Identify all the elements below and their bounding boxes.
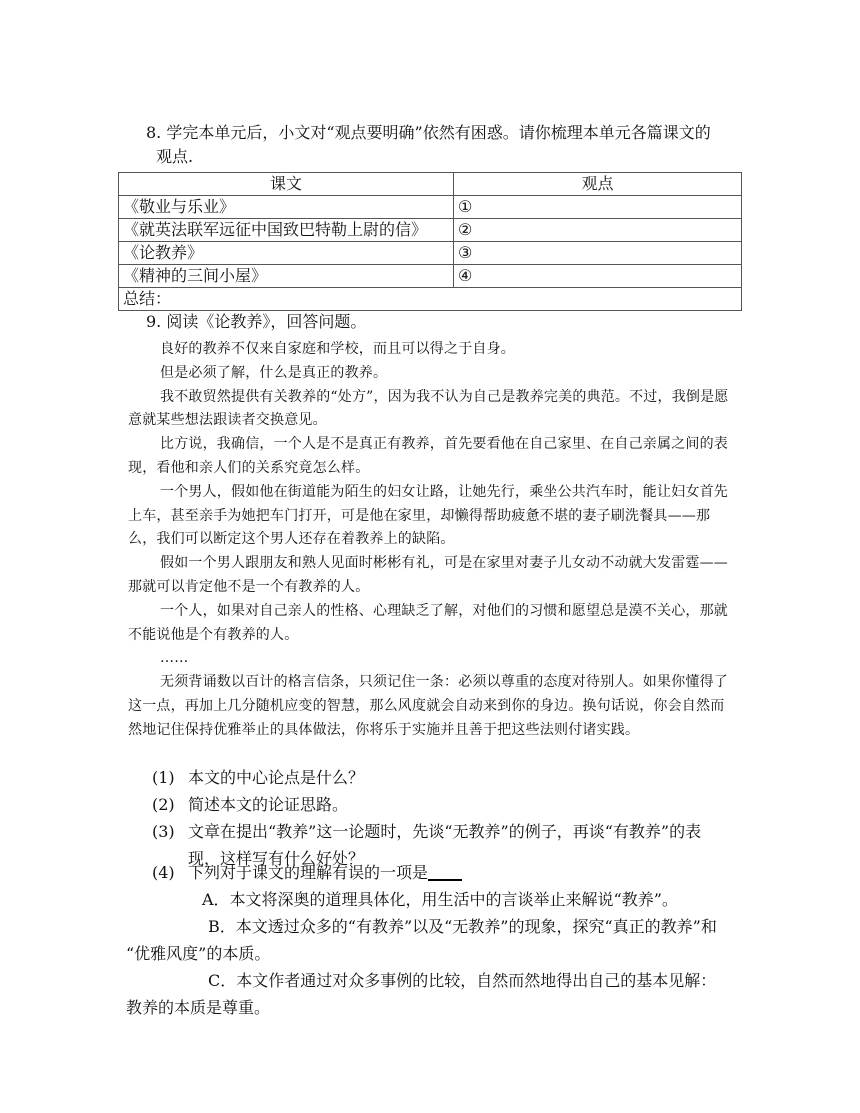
question-8-line2: 观点. [156, 147, 194, 166]
passage-ellipsis: …… [160, 650, 189, 667]
table-header-row [119, 173, 742, 196]
passage-paragraph: 假如一个男人跟朋友和熟人见面时彬彬有礼，可是在家里对妻子儿女动不动就大发雷霆——那就可以肯定他不是一个有教养的人。 [128, 555, 728, 595]
table-row [119, 242, 742, 265]
row-text: 《就英法联军远征中国致巴特勒上尉的信》 [119, 219, 454, 242]
row-marker: ② [454, 219, 742, 242]
option-a-text: A．本文将深奥的道理具体化，用生活中的言谈举止来解说“教养”。 [202, 890, 678, 909]
passage-paragraph: 但是必须了解，什么是真正的教养。 [160, 364, 388, 381]
sub-question-2 [152, 791, 742, 818]
passage-paragraph: 一个男人，假如他在街道能为陌生的妇女让路，让她先行，乘坐公共汽车时，能让妇女首先上车，甚至亲手为她把车门打开，可是他在家里，却懒得帮助疲惫不堪的妻子刷洗餐具——那么，我们可以断定这个男人还存在着教养上的缺陷。 [128, 483, 728, 548]
reading-passage [128, 338, 732, 743]
sub-question-number: (2) [152, 795, 175, 814]
option-b-line2: “优雅风度”的本质。 [126, 944, 271, 963]
sub-question-1 [152, 764, 742, 791]
answer-blank[interactable] [428, 861, 462, 881]
question-9-title: 9. 阅读《论教养》，回答问题。 [146, 312, 367, 331]
row-marker: ① [454, 196, 742, 219]
sub-question-text: 文章在提出“教养”这一论题时，先谈“无教养”的例子，再谈“有教养”的表 [188, 822, 702, 841]
passage-paragraph: 一个人，如果对自己亲人的性格、心理缺乏了解，对他们的习惯和愿望总是漠不关心，那就不能说他是个有教养的人。 [128, 602, 728, 643]
sub-question-number: (4) [152, 863, 175, 882]
summary-row [119, 288, 742, 311]
passage-paragraph: 我不敢贸然提供有关教养的“处方”，因为我不认为自己是教养完美的典范。不过，我倒是愿意就某些想法跟读者交换意见。 [128, 388, 729, 429]
question-8 [146, 121, 746, 169]
question-8-line1: 8. 学完本单元后，小文对“观点要明确”依然有困惑。请你梳理本单元各篇课文的 [146, 123, 711, 142]
passage-paragraph: 良好的教养不仅来自家庭和学校，而且可以得之于自身。 [160, 341, 515, 357]
row-text: 《敬业与乐业》 [119, 196, 454, 219]
sub-question-number: (1) [152, 768, 175, 787]
option-b-line1: B．本文透过众多的“有教养”以及“无教养”的现象，探究“真正的教养”和 [208, 917, 717, 936]
summary-label: 总结： [119, 288, 742, 311]
header-viewpoint: 观点 [454, 173, 742, 196]
row-marker: ③ [454, 242, 742, 265]
row-text: 《精神的三间小屋》 [119, 265, 454, 288]
header-text: 课文 [119, 173, 454, 196]
row-marker: ④ [454, 265, 742, 288]
sub-question-text: 下列对于课文的理解有误的一项是 [188, 863, 429, 882]
sub-question-text: 简述本文的论证思路。 [188, 795, 349, 814]
sub-question-4 [152, 859, 742, 886]
option-c [126, 967, 742, 1021]
sub-question-text: 本文的中心论点是什么？ [188, 768, 365, 787]
table-row [119, 265, 742, 288]
passage-paragraph: 比方说，我确信，一个人是不是真正有教养，首先要看他在自己家里、在自己亲属之间的表现，看他和亲人们的关系究竟怎么样。 [128, 436, 728, 476]
option-b [126, 913, 742, 967]
row-text: 《论教养》 [119, 242, 454, 265]
option-a [126, 886, 742, 913]
table-row [119, 196, 742, 219]
passage-paragraph: 无须背诵数以百计的格言信条，只须记住一条：必须以尊重的态度对待别人。如果你懂得了这一点，再加上几分随机应变的智慧，那么风度就会自动来到你的身边。换句话说，你会自然而然地记住保持优雅举止的具体做法，你将乐于实施并且善于把这些法则付诸实践。 [128, 674, 728, 738]
table-row [119, 219, 742, 242]
option-c-line1: C．本文作者通过对众多事例的比较，自然而然地得出自己的基本见解： [208, 971, 717, 990]
viewpoint-table [118, 172, 742, 311]
sub-question-text-cont: 现，这样写有什么好处？ [188, 849, 365, 868]
sub-question-number: (3) [152, 822, 175, 841]
option-c-line2: 教养的本质是尊重。 [126, 998, 271, 1017]
